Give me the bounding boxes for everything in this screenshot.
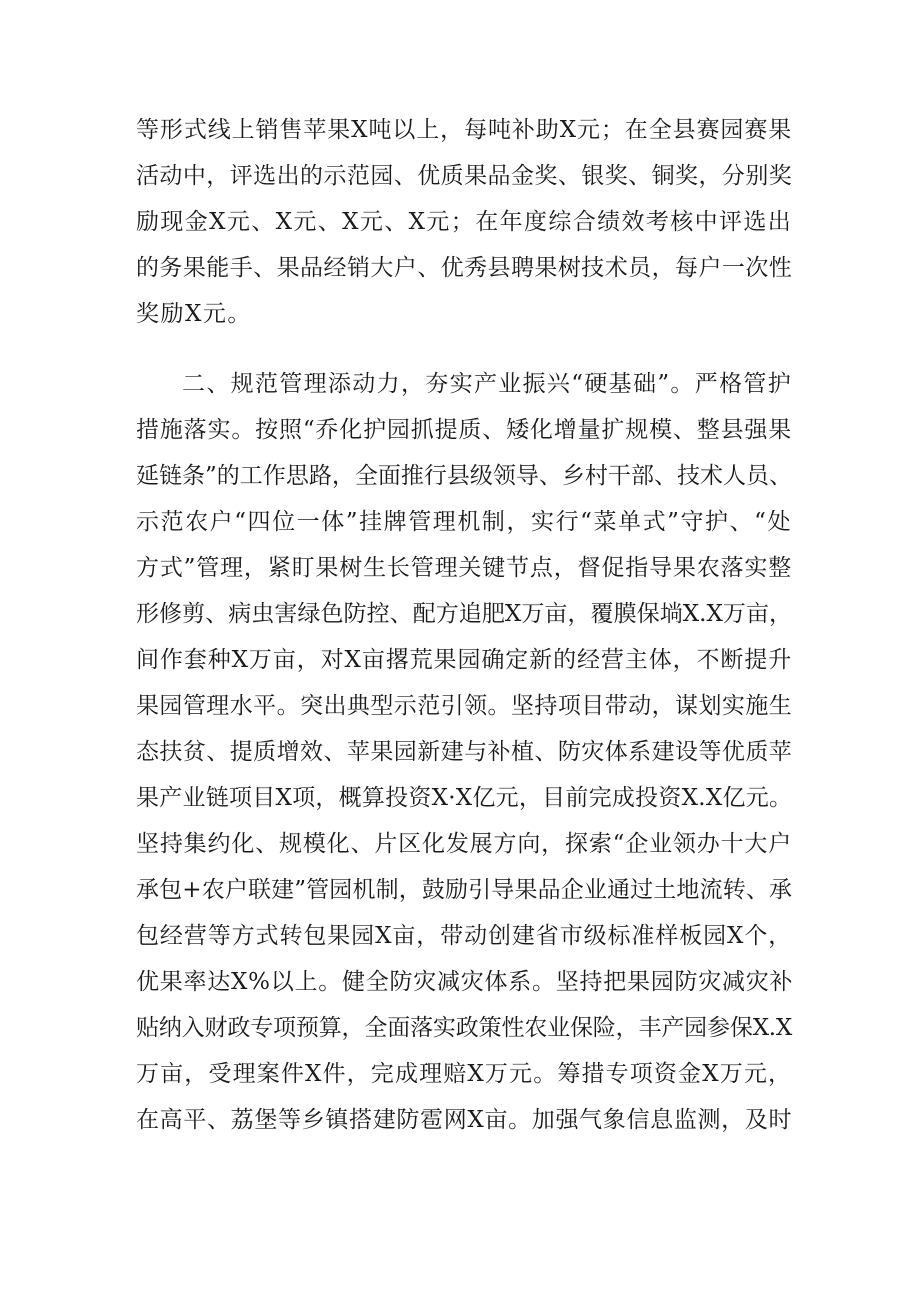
paragraph-2-line-12: 承包+农户联建”管园机制，鼓励引导果品企业通过土地流转、承 xyxy=(136,877,792,903)
paragraph-2-line-13: 包经营等方式转包果园X亩，带动创建省市级标准样板园X个， xyxy=(136,923,792,949)
paragraph-2 xyxy=(136,361,792,1143)
paragraph-2-line-15: 贴纳入财政专项预算，全面落实政策性农业保险，丰产园参保X.X xyxy=(136,1015,792,1041)
paragraph-2-line-10: 果产业链项目X项，概算投资X·X亿元，目前完成投资X.X亿元。 xyxy=(136,785,793,811)
paragraph-2-line-8: 果园管理水平。突出典型示范引领。坚持项目带动，谋划实施生 xyxy=(136,693,792,719)
paragraph-2-line-7: 间作套种X万亩，对X亩撂荒果园确定新的经营主体，不断提升 xyxy=(136,647,792,673)
paragraph-2-line-14: 优果率达X%以上。健全防灾减灾体系。坚持把果园防灾减灾补 xyxy=(136,969,794,995)
paragraph-1-line-4: 的务果能手、果品经销大户、优秀县聘果树技术员，每户一次性 xyxy=(136,255,792,281)
paragraph-2-line-1: 二、规范管理添动力，夯实产业振兴“硬基础”。严格管护 xyxy=(182,371,792,397)
paragraph-2-line-17: 在高平、荔堡等乡镇搭建防雹网X亩。加强气象信息监测，及时 xyxy=(136,1107,792,1133)
paragraph-2-line-11: 坚持集约化、规模化、片区化发展方向，探索“企业领办十大户 xyxy=(136,831,792,857)
paragraph-2-line-2: 措施落实。按照“乔化护园抓提质、矮化增量扩规模、整县强果 xyxy=(136,417,792,443)
paragraph-2-line-6: 形修剪、病虫害绿色防控、配方追肥X万亩，覆膜保埫X.X万亩， xyxy=(136,601,792,627)
paragraph-2-line-5: 方式”管理，紧盯果树生长管理关键节点，督促指导果农落实整 xyxy=(136,555,792,581)
paragraph-2-line-9: 态扶贫、提质增效、苹果园新建与补植、防灾体系建设等优质苹 xyxy=(136,739,792,765)
paragraph-2-line-3: 延链条”的工作思路，全面推行县级领导、乡村干部、技术人员、 xyxy=(136,463,792,489)
paragraph-1-line-3: 励现金X元、X元、X元、X元；在年度综合绩效考核中评选出 xyxy=(136,209,792,235)
paragraph-1-line-1: 等形式线上销售苹果X吨以上，每吨补助X元；在全县赛园赛果 xyxy=(136,117,792,143)
paragraph-1-line-2: 活动中，评选出的示范园、优质果品金奖、银奖、铜奖，分别奖 xyxy=(136,163,792,189)
paragraph-2-line-16: 万亩，受理案件X件，完成理赔X万元。筹措专项资金X万元， xyxy=(136,1061,792,1087)
paragraph-1-line-5: 奖励X元。 xyxy=(136,301,252,327)
paragraph-2-line-4: 示范农户“四位一体”挂牌管理机制，实行“菜单式”守护、“处 xyxy=(136,509,792,535)
paragraph-1 xyxy=(136,107,792,337)
